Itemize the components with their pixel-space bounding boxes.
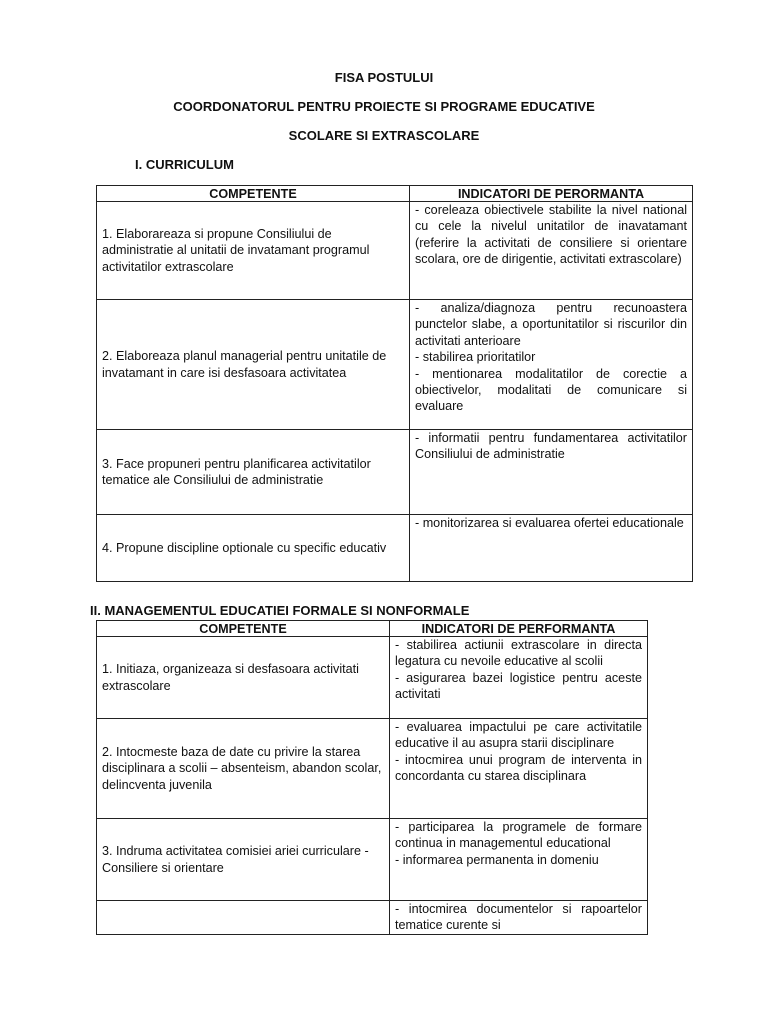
indicator-item: - asigurarea bazei logistice pentru aceste activitati xyxy=(395,670,642,702)
indicator-item: - intocmirea documentelor si rapoartelor tematice curente si xyxy=(395,902,642,933)
competence-cell: 3. Face propuneri pentru planificarea activitatilor tematice ale Consiliului de administratie xyxy=(97,430,410,515)
indicator-item: - intocmirea unui program de interventa in concordanta cu starea disciplinara xyxy=(395,752,642,784)
competence-cell: 1. Elaborareaza si propune Consiliului de administratie al unitatii de invatamant programul activitatilor extrascolare xyxy=(97,202,410,300)
table-row xyxy=(97,637,648,719)
table-row xyxy=(97,819,648,901)
indicator-item: - mentionarea modalitatilor de corectie a obiectivelor, modalitati de comunicare si evaluare xyxy=(415,366,687,414)
indicator-item: - informatii pentru fundamentarea activitatilor Consiliului de administratie xyxy=(415,431,687,462)
competence-cell: 2. Intocmeste baza de date cu privire la starea disciplinara a scolii – absenteism, abandon scolar, delincventa juvenila xyxy=(97,719,390,819)
section-2-heading: II. MANAGEMENTUL EDUCATIEI FORMALE SI NONFORMALE xyxy=(90,603,470,618)
indicator-item: - stabilirea actiunii extrascolare in directa legatura cu nevoile educative al scolii xyxy=(395,638,642,669)
subtitle-line-2: SCOLARE SI EXTRASCOLARE xyxy=(288,128,480,143)
table-row xyxy=(97,719,648,819)
indicator-cell xyxy=(390,637,648,719)
indicator-item: - coreleaza obiectivele stabilite la nivel national cu cele la nivelul unitatilor de inavatamant (referire la activitati de consiliere si orientare scolara, ore de dirigentie, activitati extrascolare) xyxy=(415,203,687,267)
indicator-cell xyxy=(410,430,693,515)
table-row xyxy=(97,202,693,300)
competence-cell xyxy=(97,901,390,935)
indicator-cell xyxy=(410,515,693,582)
indicator-cell xyxy=(390,719,648,819)
competence-cell: 2. Elaboreaza planul managerial pentru unitatile de invatamant in care isi desfasoara activitatea xyxy=(97,300,410,430)
indicator-cell xyxy=(410,300,693,430)
indicator-item: - participarea la programele de formare continua in managementul educational xyxy=(395,820,642,851)
indicator-item: - evaluarea impactului pe care activitatile educative il au asupra starii disciplinare xyxy=(395,720,642,751)
column-header-competente: COMPETENTE xyxy=(97,621,390,637)
table-header-row xyxy=(97,621,648,637)
document-title: FISA POSTULUI xyxy=(334,70,434,85)
indicator-item: - analiza/diagnoza pentru recunoastera punctelor slabe, a oportunitatilor si riscurilor din activitati anterioare xyxy=(415,301,687,348)
curriculum-table xyxy=(96,185,693,582)
column-header-indicatori: INDICATORI DE PERORMANTA xyxy=(410,186,693,202)
competence-cell: 4. Propune discipline optionale cu specific educativ xyxy=(97,515,410,582)
indicator-cell xyxy=(410,202,693,300)
column-header-competente: COMPETENTE xyxy=(97,186,410,202)
table-row xyxy=(97,901,648,935)
table-row xyxy=(97,430,693,515)
competence-cell: 3. Indruma activitatea comisiei ariei curriculare -Consiliere si orientare xyxy=(97,819,390,901)
indicator-cell xyxy=(390,901,648,935)
subtitle-line-1: COORDONATORUL PENTRU PROIECTE SI PROGRAME EDUCATIVE xyxy=(173,99,595,114)
indicator-item: - informarea permanenta in domeniu xyxy=(395,852,599,867)
indicator-cell xyxy=(390,819,648,901)
competence-cell: 1. Initiaza, organizeaza si desfasoara activitati extrascolare xyxy=(97,637,390,719)
table-row xyxy=(97,515,693,582)
table-header-row xyxy=(97,186,693,202)
indicator-item: - monitorizarea si evaluarea ofertei educationale xyxy=(415,516,684,530)
section-1-heading: I. CURRICULUM xyxy=(135,157,234,172)
indicator-item: - stabilirea prioritatilor xyxy=(415,350,536,365)
management-table xyxy=(96,620,648,935)
table-row xyxy=(97,300,693,430)
column-header-indicatori: INDICATORI DE PERFORMANTA xyxy=(390,621,648,637)
